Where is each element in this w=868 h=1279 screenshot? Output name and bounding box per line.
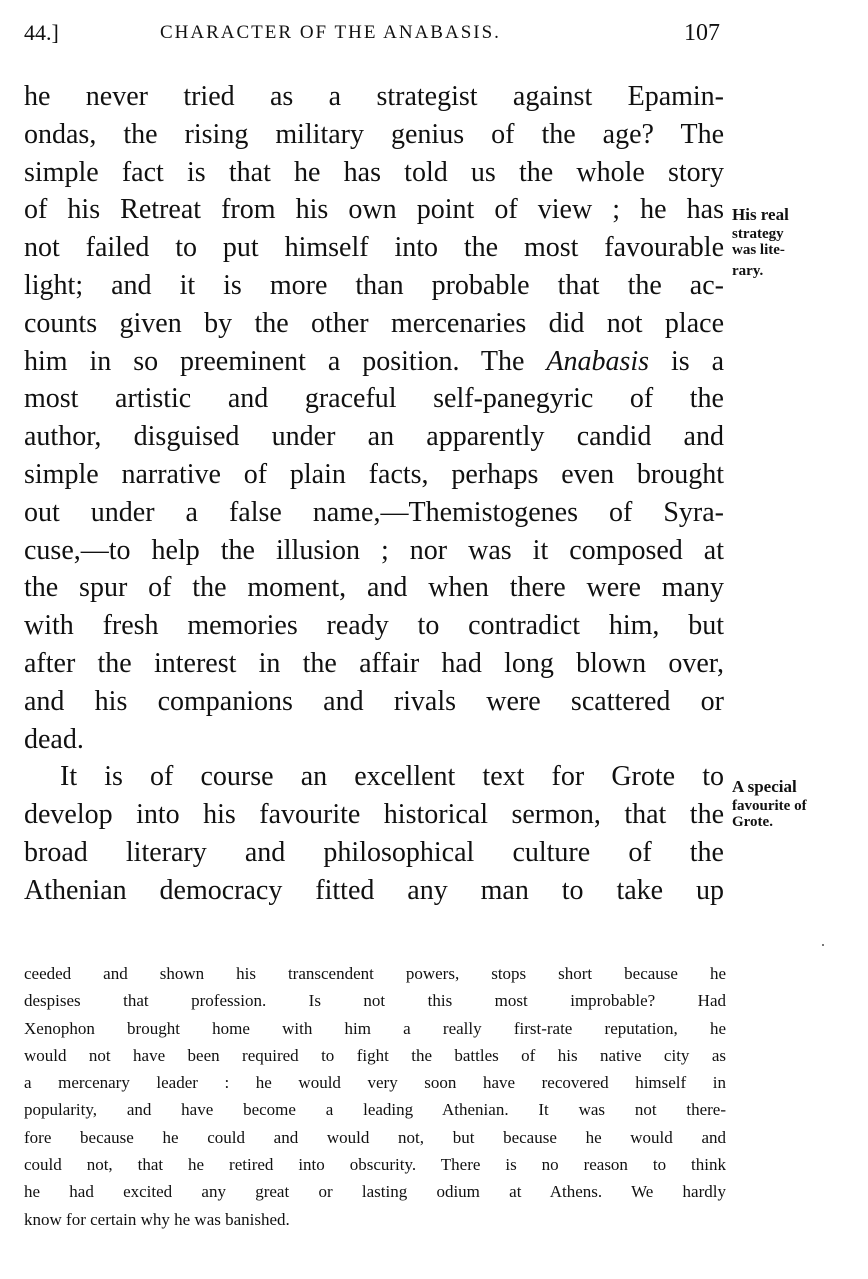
text-line: and his companions and rivals were scattered or (24, 685, 724, 717)
text-segment: is a (649, 345, 725, 377)
text-line: after the interest in the affair had long blown over, (24, 647, 724, 679)
section-number: 44.] (24, 20, 59, 45)
text-line: he never tried as a strategist against Epamin- (24, 81, 724, 112)
running-header (24, 20, 724, 54)
text-segment: him in so preeminent a position. The (24, 345, 547, 377)
text-line-with-italic (24, 343, 724, 381)
text-line: dead. (24, 723, 84, 755)
footnote (24, 960, 726, 1233)
text-line: counts given by the other mercenaries did not place (24, 307, 724, 339)
text-line: broad literary and philosophical culture of the (24, 836, 724, 868)
sidenote-line: Grote. (732, 814, 773, 830)
sidenote-line: favourite of (732, 798, 807, 814)
sidenote-line: strategy (732, 226, 784, 242)
text-line: of his Retreat from his own point of view ; he has (24, 194, 724, 226)
text-line: Athenian democracy fitted any man to take up (24, 874, 724, 906)
footnote-line: ceeded and shown his transcendent powers, stops short because he (24, 964, 726, 983)
main-text (24, 78, 724, 910)
sidenote-favourite-of-grote (732, 776, 807, 830)
footnote-line: Xenophon brought home with him a really first-rate reputation, he (24, 1018, 726, 1038)
footnote-line: would not have been required to fight the battles of his native city as (24, 1045, 726, 1065)
sidenote-line: A special (732, 777, 797, 796)
footnote-line: a mercenary leader : he would very soon have recovered himself in (24, 1073, 726, 1093)
text-line: simple narrative of plain facts, perhaps even brought (24, 458, 724, 490)
sidenote-line: His real (732, 205, 789, 224)
text-line: the spur of the moment, and when there were many (24, 572, 724, 604)
text-line: simple fact is that he has told us the whole story (24, 156, 724, 188)
text-line: not failed to put himself into the most favourable (24, 232, 724, 264)
footnote-line: he had excited any great or lasting odium at Athens. We hardly (24, 1182, 726, 1202)
text-line: develop into his favourite historical sermon, that the (24, 799, 724, 831)
sidenote-line: was lite- (732, 242, 785, 258)
text-line: cuse,—to help the illusion ; nor was it composed at (24, 534, 724, 566)
footnote-line: know for certain why he was banished. (24, 1209, 290, 1229)
text-line: author, disguised under an apparently candid and (24, 421, 724, 453)
italic-title-anabasis: Anabasis (546, 345, 650, 377)
text-line: with fresh memories ready to contradict him, but (24, 610, 724, 642)
text-line: most artistic and graceful self-panegyric of the (24, 383, 724, 415)
page-number: 107 (684, 20, 720, 46)
sidenote-line: rary. (732, 263, 764, 279)
text-line: out under a false name,—Themistogenes of Syra- (24, 496, 724, 528)
text-line: ondas, the rising military genius of the age? The (24, 118, 724, 150)
running-title: CHARACTER OF THE ANABASIS. (160, 22, 501, 43)
footnote-line: could not, that he retired into obscurity. There is no reason to think (24, 1155, 726, 1175)
print-speck (822, 944, 824, 946)
paragraph-start-line: It is of course an excellent text for Grote to (60, 761, 724, 793)
footnote-line: fore because he could and would not, but because he would and (24, 1127, 726, 1147)
footnote-line: popularity, and have become a leading Athenian. It was not there- (24, 1100, 726, 1120)
text-line: light; and it is more than probable that the ac- (24, 269, 724, 301)
footnote-line: despises that profession. Is not this most improbable? Had (24, 991, 726, 1011)
sidenote-real-strategy (732, 204, 789, 279)
